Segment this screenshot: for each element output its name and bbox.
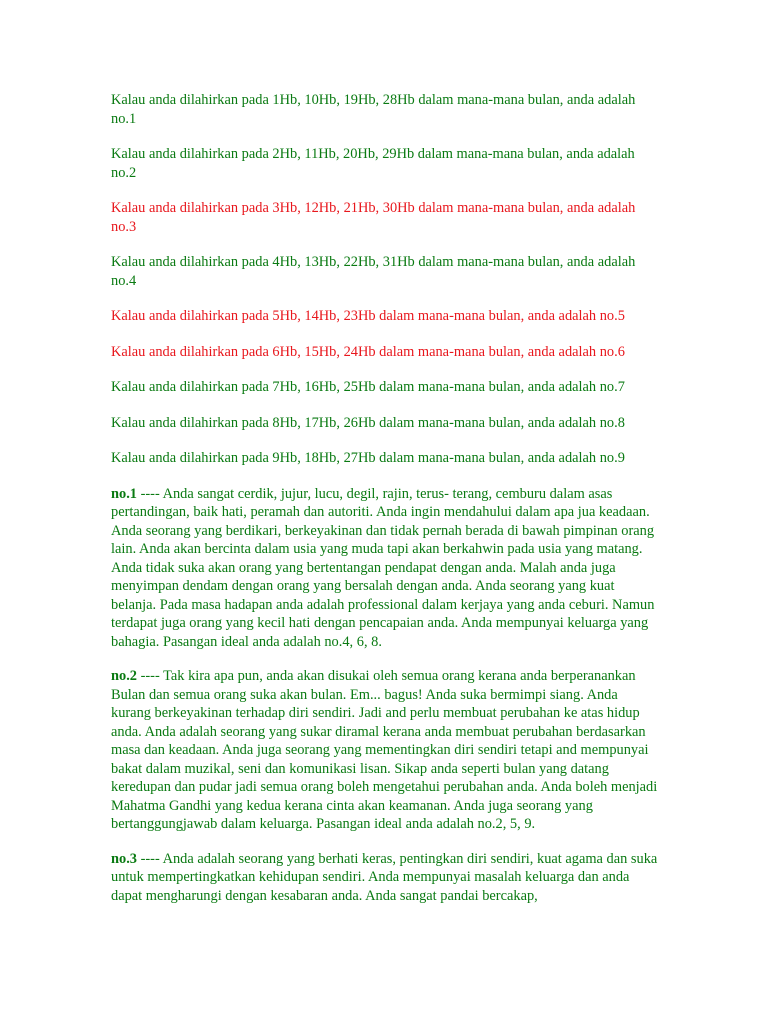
birthdate-line-2: Kalau anda dilahirkan pada 2Hb, 11Hb, 20Hb, 29Hb dalam mana-mana bulan, anda adalah no.2 xyxy=(111,146,635,181)
description-text: ---- Anda sangat cerdik, jujur, lucu, degil, rajin, terus- terang, cemburu dalam asas pertandingan, baik hati, peramah dan autoriti. Anda ingin mendahului dalam apa jua keadaan. Anda seorang yang berdikari, berkeyakinan dan tidak pernah berada di bawah pimpinan orang lain. Anda akan bercinta dalam usia yang muda tapi akan berkahwin pada usia yang matang. Anda tidak suka akan orang yang bertentangan pendapat dengan anda. Malah anda juga menyimpan dendam dengan orang yang bersalah dengan anda. Anda seorang yang kuat belanja. Pada masa hadapan anda adalah professional dalam kerjaya yang anda ceburi. Namun terdapat juga orang yang kecil hati dengan pencapaian anda. Anda mempunyai keluarga yang bahagia. Pasangan ideal anda adalah no.4, 6, 8. xyxy=(111,485,655,650)
description-text: ---- Anda adalah seorang yang berhati keras, pentingkan diri sendiri, kuat agama dan suka untuk mempertingkatkan kehidupan sendiri. Anda mempunyai masalah keluarga dan anda dapat mengharungi dengan kesabaran anda. Anda sangat pandai bercakap, xyxy=(111,850,658,904)
description-no3 xyxy=(111,850,661,906)
description-number: no.3 xyxy=(111,850,137,867)
birthdate-line-6: Kalau anda dilahirkan pada 6Hb, 15Hb, 24Hb dalam mana-mana bulan, anda adalah no.6 xyxy=(111,343,625,360)
description-number: no.2 xyxy=(111,668,137,684)
birthdate-line-9: Kalau anda dilahirkan pada 9Hb, 18Hb, 27Hb dalam mana-mana bulan, anda adalah no.9 xyxy=(111,450,625,466)
birthdate-line-1: Kalau anda dilahirkan pada 1Hb, 10Hb, 19Hb, 28Hb dalam mana-mana bulan, anda adalah no.1 xyxy=(111,92,636,127)
birthdate-line-8: Kalau anda dilahirkan pada 8Hb, 17Hb, 26Hb dalam mana-mana bulan, anda adalah no.8 xyxy=(111,414,625,431)
description-no2 xyxy=(111,667,661,834)
description-text: ---- Tak kira apa pun, anda akan disukai oleh semua orang kerana anda berperanankan Bulan dan semua orang suka akan bulan. Em... bagus! Anda suka bermimpi siang. Anda kurang berkeyakinan terhadap diri sendiri. Jadi and perlu membuat perubahan ke atas hidup anda. Anda adalah seorang yang sukar diramal kerana anda membuat perubahan berdasarkan masa dan keadaan. Anda juga seorang yang mementingkan diri sendiri tetapi and mempunyai bakat dalam muzikal, seni dan komunikasi lisan. Sikap anda seperti bulan yang datang keredupan dan pudar jadi semua orang boleh mengetahui perubahan anda. Anda boleh menjadi Mahatma Gandhi yang kedua kerana cinta akan keamanan. Anda juga seorang yang bertanggungjawab dalam keluarga. Pasangan ideal anda adalah no.2, 5, 9. xyxy=(111,668,658,832)
birthdate-line-3: Kalau anda dilahirkan pada 3Hb, 12Hb, 21Hb, 30Hb dalam mana-mana bulan, anda adalah no.3 xyxy=(111,200,636,235)
description-no1 xyxy=(111,485,661,652)
birthdate-line-7: Kalau anda dilahirkan pada 7Hb, 16Hb, 25Hb dalam mana-mana bulan, anda adalah no.7 xyxy=(111,379,625,395)
description-number: no.1 xyxy=(111,485,137,502)
birthdate-list xyxy=(111,91,661,468)
number-descriptions xyxy=(111,485,661,906)
birthdate-line-4: Kalau anda dilahirkan pada 4Hb, 13Hb, 22Hb, 31Hb dalam mana-mana bulan, anda adalah no.4 xyxy=(111,254,636,289)
document-page xyxy=(111,91,661,921)
birthdate-line-5: Kalau anda dilahirkan pada 5Hb, 14Hb, 23Hb dalam mana-mana bulan, anda adalah no.5 xyxy=(111,308,625,324)
